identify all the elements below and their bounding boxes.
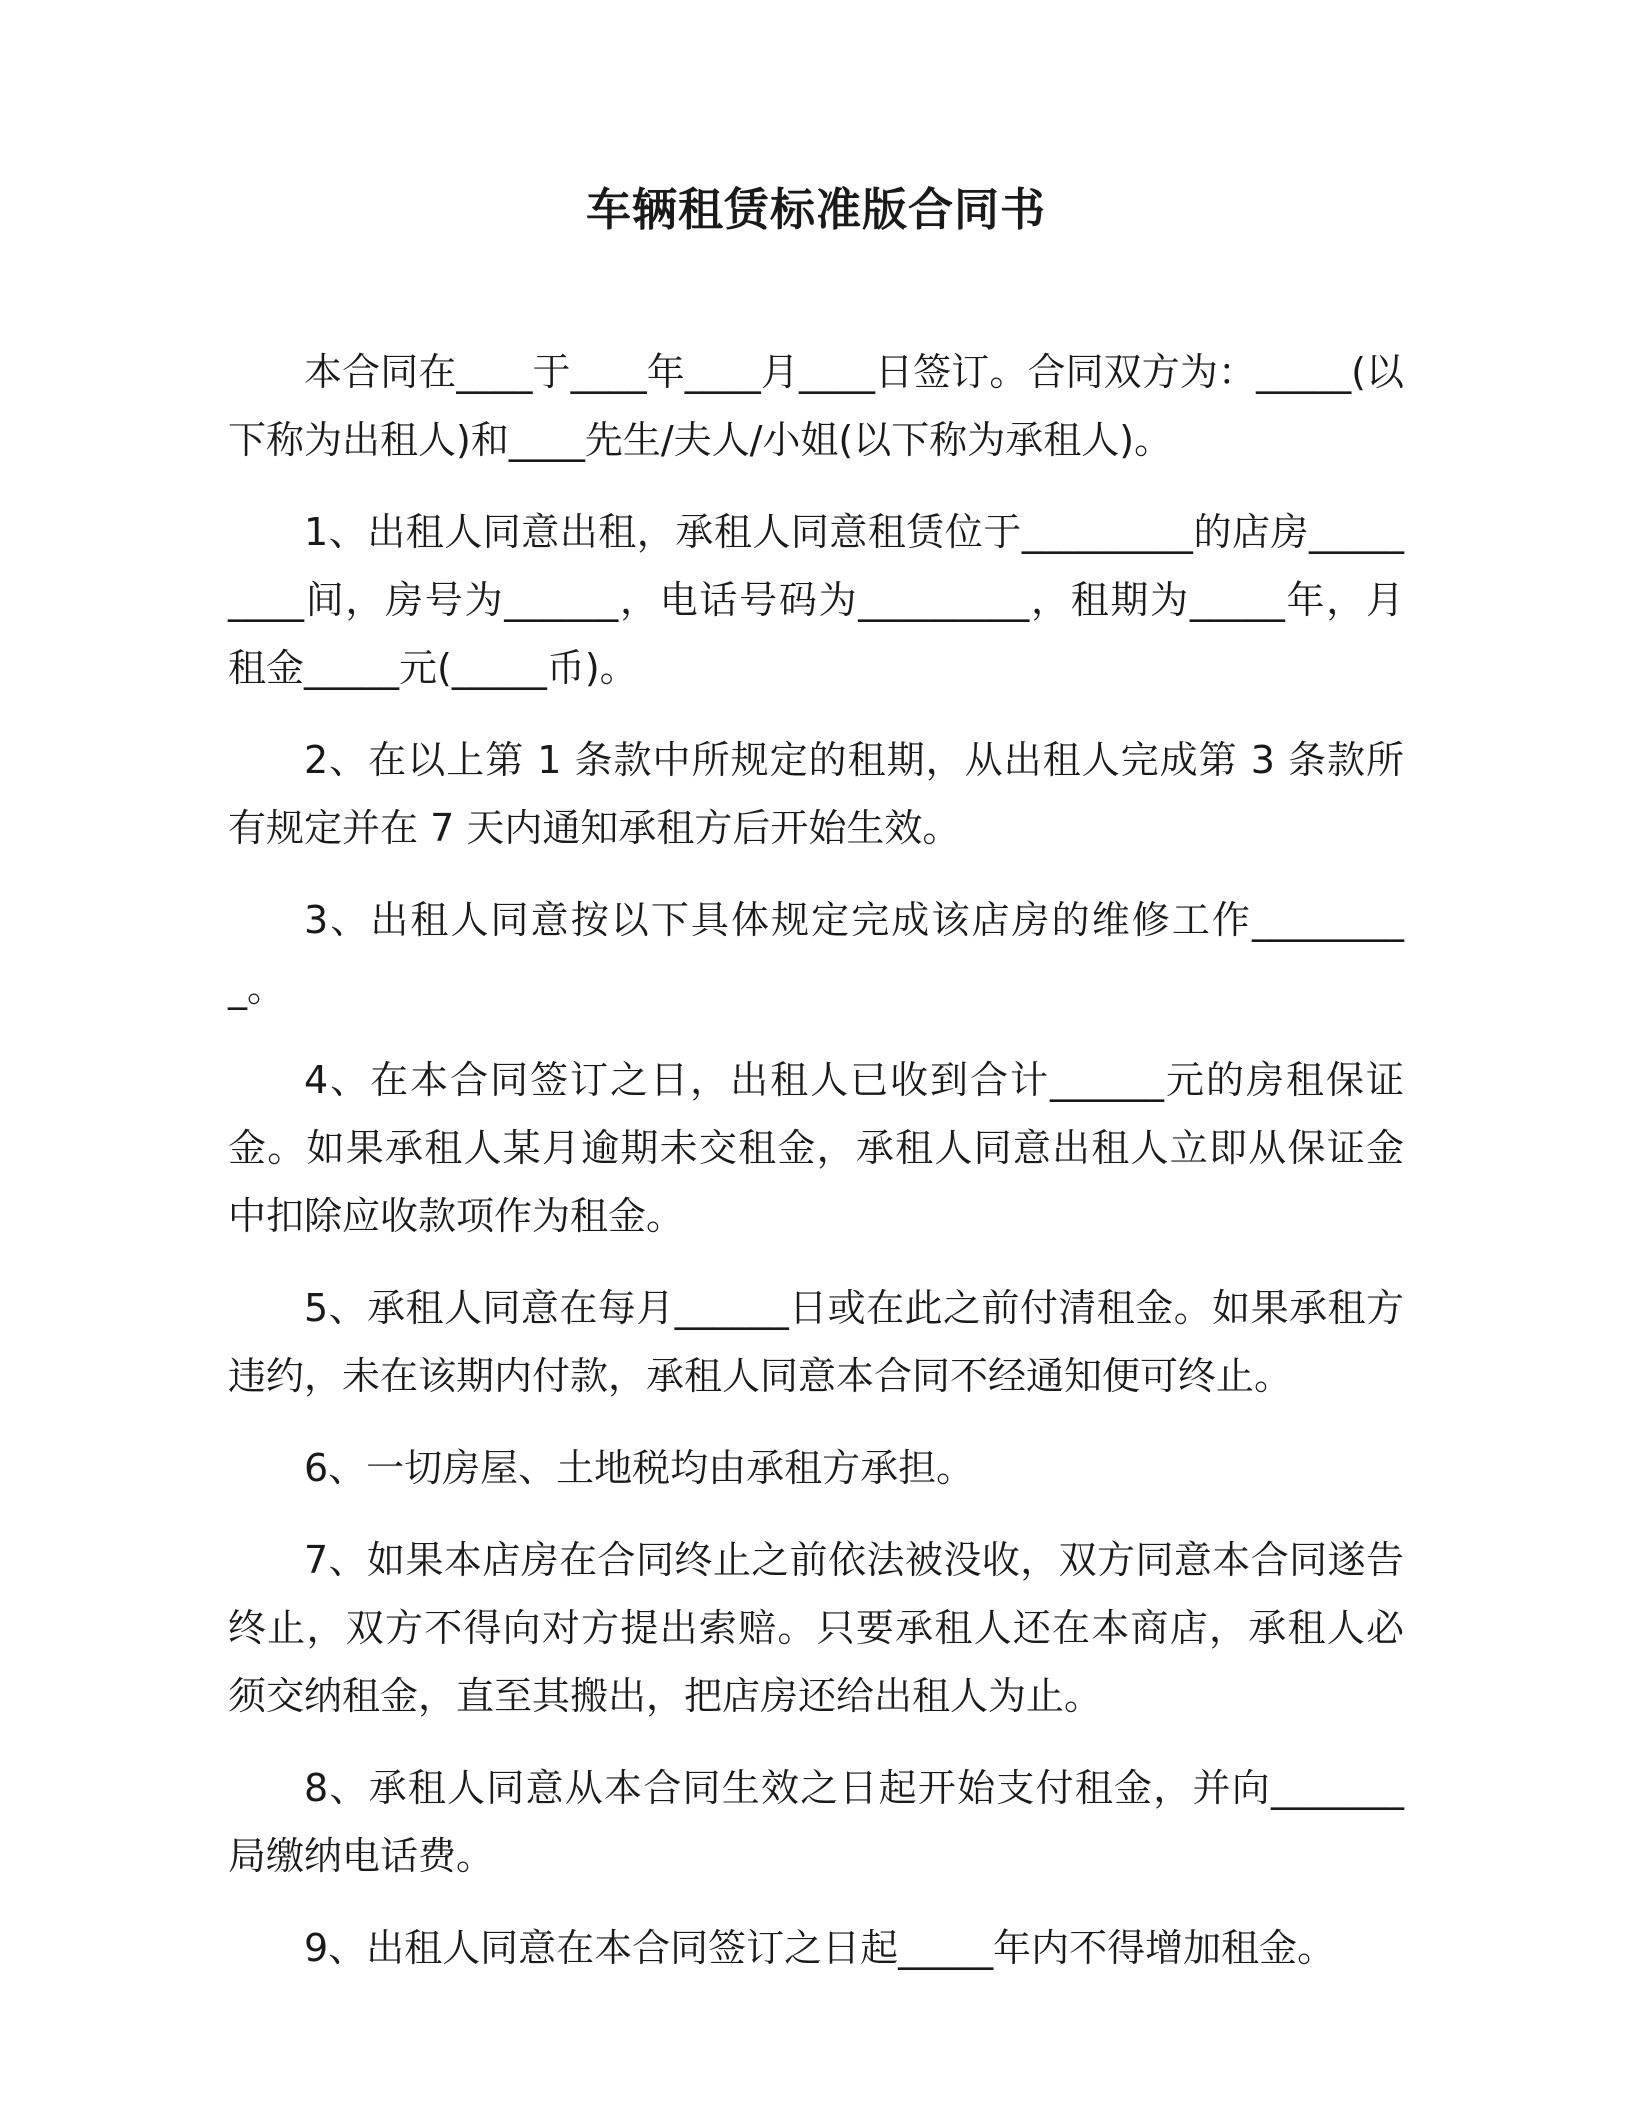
document-title: 车辆租赁标准版合同书	[585, 183, 1046, 236]
clause-7: 7、如果本店房在合同终止之前依法被没收，双方同意本合同遂告终止，双方不得向对方提出索赔。只要承租人还在本商店，承租人必须交纳租金，直至其搬出，把店房还给出租人为止。	[228, 1538, 1404, 1718]
clause-6: 6、一切房屋、土地税均由承租方承担。	[304, 1446, 975, 1490]
clause-1: 1、出租人同意出租，承租人同意租赁位于_________的店房_________间，房号为______，电话号码为_________，租期为_____年，月租金_____元(_____币)。	[228, 510, 1404, 690]
clause-9: 9、出租人同意在本合同签订之日起_____年内不得增加租金。	[304, 1926, 1336, 1970]
clause-2: 2、在以上第 1 条款中所规定的租期，从出租人完成第 3 条款所有规定并在 7 天内通知承租方后开始生效。	[228, 738, 1404, 850]
clause-4: 4、在本合同签订之日，出租人已收到合计______元的房租保证金。如果承租人某月逾期未交租金，承租人同意出租人立即从保证金中扣除应收款项作为租金。	[228, 1058, 1404, 1238]
clause-5: 5、承租人同意在每月______日或在此之前付清租金。如果承租方违约，未在该期内付款，承租人同意本合同不经通知便可终止。	[228, 1286, 1404, 1398]
paragraph-intro: 本合同在____于____年____月____日签订。合同双方为：_____(以下称为出租人)和____先生/夫人/小姐(以下称为承租人)。	[228, 350, 1404, 462]
clause-3: 3、出租人同意按以下具体规定完成该店房的维修工作_________。	[228, 898, 1404, 1010]
clause-8: 8、承租人同意从本合同生效之日起开始支付租金，并向_______局缴纳电话费。	[228, 1766, 1404, 1878]
